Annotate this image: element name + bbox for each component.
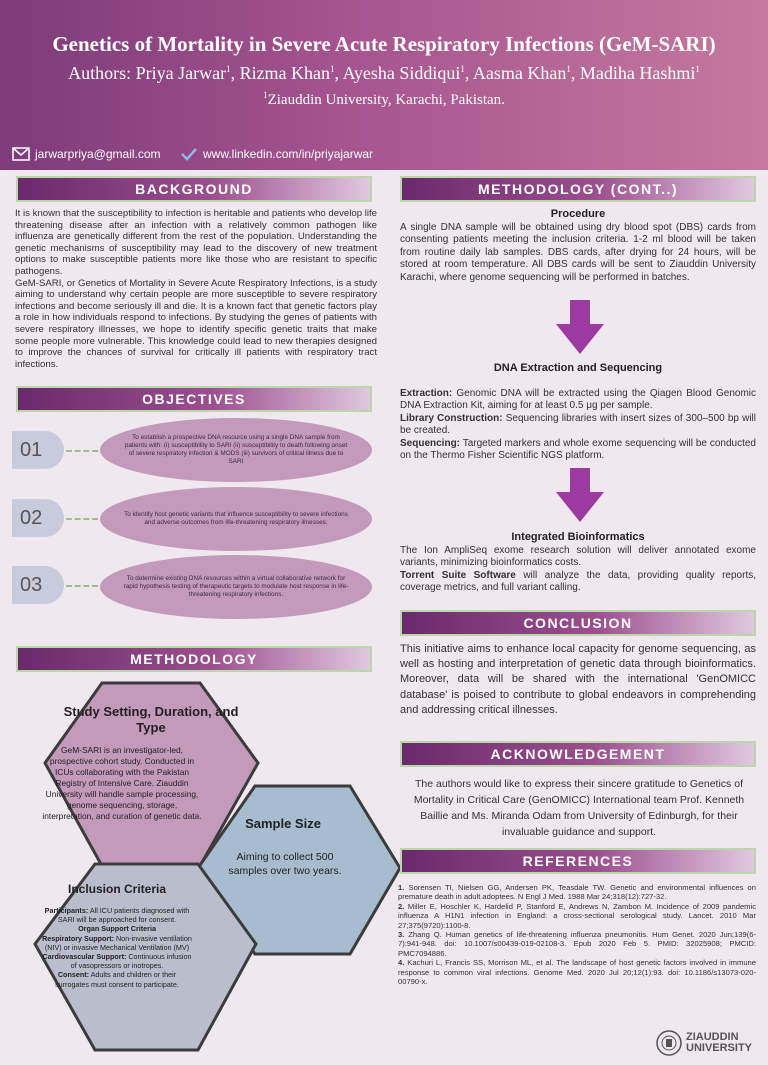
poster-header <box>0 0 768 170</box>
inclusion-label: Cardiovascular Support: <box>42 952 127 962</box>
author-sup: 1 <box>460 64 465 74</box>
inclusion-item <box>42 934 192 952</box>
dna-item-label: Extraction: <box>400 388 453 399</box>
author-list: Authors: Priya Jarwar$^1$, Rizma Khan$^1$, Ayesha Siddiqui$^1$, Aasma Khan$^1$, Madiha Hashmi$^1$ <box>68 63 700 83</box>
university-seal-icon <box>656 1030 682 1056</box>
dna-item-label: Sequencing: <box>400 437 461 449</box>
acknowledgement-heading: ACKNOWLEDGEMENT <box>400 741 756 767</box>
author-name: Ayesha Siddiqui <box>342 63 461 83</box>
objectives-heading: OBJECTIVES <box>16 386 372 412</box>
down-arrow-icon <box>556 468 604 522</box>
torrent-suite-label: Torrent Suite Software <box>400 569 516 581</box>
email-text[interactable]: jarwarpriya@gmail.com <box>35 147 161 161</box>
reference-number: 2. <box>398 901 405 911</box>
objective-number: 01 <box>12 431 64 469</box>
logo-line: ZIAUDDIN <box>686 1031 739 1043</box>
affiliation <box>0 90 768 109</box>
study-setting-text: GeM-SARI is an investigator-led, prospective cohort study. Conducted in ICUs collaborating with the Pakistan Registry of Intensive Care. Ziauddin University will handle sample processing, genome sequencing, storage, interpretation, and curation of genetic data. <box>42 745 202 821</box>
inclusion-label: Organ Support Criteria <box>78 924 156 934</box>
author-sup: 1 <box>330 64 335 74</box>
checkmark-icon <box>180 147 198 161</box>
inclusion-text: Continuous infusion of vasopressors or inotropes. <box>70 952 192 971</box>
reference-text: Zhang Q. Human genetics of life-threatening influenza pneumonitis. Hum Genet. 2020 Jun;139(6-7):941-948. doi: 10.1007/s00439-019-02108-3. Epub 2020 Feb 5. PMID: 32025908; PMCID: PMC7094886. <box>398 930 756 958</box>
reference-number: 3. <box>398 930 405 940</box>
author-name: Rizma Khan <box>239 63 331 83</box>
reference-item <box>398 902 756 930</box>
dna-item <box>400 413 756 438</box>
objective-number: 03 <box>12 566 64 604</box>
objective-oval: To establish a prospective DNA resource using a single DNA sample from patients with: (i) susceptibility to SARI (ii) susceptibility to death following onset of severe respiratory infection & MODS (iii) survivors of critical illness due to SARI <box>100 418 372 482</box>
background-heading: BACKGROUND <box>16 176 372 202</box>
dna-item <box>400 388 756 413</box>
dna-item-text: Targeted markers and whole exome sequencing will be conducted on the Thermo Fisher Scientific NGS platform. <box>400 437 756 462</box>
ziauddin-logo <box>656 1030 752 1056</box>
authors-prefix: Authors: <box>68 63 136 83</box>
email-contact[interactable] <box>12 147 161 161</box>
inclusion-criteria-title: Inclusion Criteria <box>67 882 167 896</box>
torrent-suite-text: will analyze the data, providing quality reports, coverage metrics, and full variant calling. <box>400 569 756 594</box>
reference-text: Kachuri L, Francis SS, Morrison ML, et al. The landscape of host genetic factors involved in immune response to common viral infections. Genome Med. 2020 Jul 20;12(1):93. doi: 10.1186/s13073-020-00790-x. <box>398 958 756 987</box>
affiliation-text: Ziauddin University, Karachi, Pakistan. <box>267 92 505 108</box>
methodology-heading: METHODOLOGY <box>16 646 372 672</box>
bioinformatics-paragraph: The Ion AmpliSeq exome research solution will deliver annotated exome variants, minimizing bioinformatics costs. <box>400 545 756 569</box>
reference-item <box>398 930 756 958</box>
bioinformatics-paragraph <box>400 570 756 595</box>
reference-text: Miller E, Hoschler K, Hardelid P, Stanford E, Andrews N, Zambon M. Incidence of 2009 pandemic influenza A H1N1 infection in England: a cross-sectional serological study. Lancet. 2010 Mar 27;375(9720):1100-8. <box>398 901 756 930</box>
author-sup: 1 <box>566 64 571 74</box>
linkedin-text[interactable]: www.linkedin.com/in/priyajarwar <box>203 147 374 161</box>
dashed-connector <box>66 585 98 587</box>
author-sup: 1 <box>695 64 700 74</box>
inclusion-label: Respiratory Support: <box>42 933 114 943</box>
reference-number: 4. <box>398 958 405 968</box>
conclusion-text: This initiative aims to enhance local capacity for genome sequencing, as well as hosting and interpretation of genetic data through bioinformatics. Moreover, data will be shared with the international 'GenOMICC database' is poised to contribute to global endeavors in comprehending and addressing critical illnesses. <box>400 643 756 716</box>
objective-oval: To determine existing DNA resources within a virtual collaborative network for rapid hypothesis testing of therapeutic targets to modulate host response in life-threatening respiratory infections. <box>100 555 372 619</box>
dna-extraction-list <box>400 388 756 462</box>
linkedin-contact[interactable] <box>180 147 373 161</box>
author-sup: 1 <box>226 64 231 74</box>
affiliation-sup: 1 <box>263 90 268 100</box>
inclusion-text: All ICU patients diagnosed with SARI will be approached for consent. <box>57 906 190 925</box>
author-name: Priya Jarwar <box>135 63 227 83</box>
dashed-connector <box>66 518 98 520</box>
bioinformatics-text <box>400 545 756 595</box>
methodology-cont-heading: METHODOLOGY (CONT..) <box>400 176 756 202</box>
inclusion-label: Participants: <box>44 906 89 915</box>
inclusion-item <box>42 952 192 970</box>
sample-size-title: Sample Size <box>245 816 321 831</box>
procedure-title: Procedure <box>550 208 606 220</box>
inclusion-item <box>42 970 192 988</box>
logo-wordmark <box>686 1032 752 1054</box>
dna-item-text: Sequencing libraries with insert sizes of 300–500 bp will be created. <box>400 412 756 437</box>
dna-item-text: Genomic DNA will be extracted using the Qiagen Blood Genomic DNA Extraction Kit, aiming for at least 0.5 μg per sample. <box>400 388 756 412</box>
inclusion-text: Non-invasive ventilation (NIV) or invasive Mechanical Ventilation (MV) <box>44 933 192 952</box>
acknowledgement-text: The authors would like to express their sincere gratitude to Genetics of Mortality in Critical Care (GenOMICC) International team Prof. Kenneth Baillie and Ms. Miranda Odam from University of Edinburgh, for their invaluable guidance and support. <box>413 778 745 838</box>
reference-item <box>398 958 756 986</box>
dashed-connector <box>66 450 98 452</box>
procedure-text: A single DNA sample will be obtained using dry blood spot (DBS) cards from consenting patients meeting the inclusion criteria. 1-2 ml blood will be taken from routine daily lab samples. DBS cards, after drying for 24 hours, will be stored at room temperature. All DBS cards will be sent to Ziauddin University Karachi, where genome sequencing will be performed in batches. <box>400 222 756 283</box>
references-list <box>398 883 756 986</box>
conclusion-heading: CONCLUSION <box>400 610 756 636</box>
sample-size-text: Aiming to collect 500 samples over two years. <box>228 851 342 877</box>
poster-title: Genetics of Mortality in Severe Acute Respiratory Infections (GeM-SARI) <box>52 32 716 56</box>
bioinformatics-title: Integrated Bioinformatics <box>511 531 645 543</box>
inclusion-item <box>42 906 192 924</box>
down-arrow-icon <box>556 300 604 354</box>
dna-item-label: Library Construction: <box>400 412 503 424</box>
reference-text: Sorensen TI, Nielsen GG, Andersen PK, Teasdale TW. Genetic and environmental influences on premature death in adult adoptees. N Engl J Med. 1988 Mar 24;318(12):727-32. <box>398 883 756 902</box>
dna-item <box>400 438 756 463</box>
objective-oval: To identify host genetic variants that influence susceptibility to severe infections and adverse outcomes from life-threatening respiratory illnesses. <box>100 487 372 551</box>
inclusion-text: Adults and children or their surrogates must consent to participate. <box>55 970 179 989</box>
reference-number: 1. <box>398 883 405 892</box>
reference-item <box>398 883 756 902</box>
inclusion-criteria-list <box>42 906 192 989</box>
objective-number: 02 <box>12 499 64 537</box>
mail-icon <box>12 147 30 161</box>
author-name: Aasma Khan <box>472 63 567 83</box>
dna-extraction-title: DNA Extraction and Sequencing <box>493 362 663 374</box>
author-name: Madiha Hashmi <box>579 63 696 83</box>
references-heading: REFERENCES <box>400 848 756 874</box>
inclusion-label: Consent: <box>57 970 90 980</box>
background-paragraph: GeM-SARI, or Genetics of Mortality in Severe Acute Respiratory Infections, is a study aiming to understand why certain people are more susceptible to severe respiratory infections and become seriously ill and die. It is a known fact that genetic factors play a role in how individuals respond to infections. By studying the genes of patients with severe respiratory illnesses, we hope to identify specific genetic traits that make some people more vulnerable. This knowledge could lead to new therapies designed to improve the chances of survival for critically ill patients with respiratory tract infections. <box>15 277 377 370</box>
inclusion-item <box>42 924 192 933</box>
logo-line: UNIVERSITY <box>686 1042 753 1054</box>
background-paragraph: It is known that the susceptibility to infection is heritable and patients who develop life threatening disease after an infection with a relatively common pathogen like influenza are genetically different from the rest of the population. Understanding the genetic mechanisms of susceptibility may lead to the discovery of new treatment options to make susceptible patients more like those who are resistant to specific pathogens. <box>15 208 377 277</box>
study-setting-title: Study Setting, Duration, and Type <box>63 704 239 735</box>
background-text <box>15 208 377 370</box>
